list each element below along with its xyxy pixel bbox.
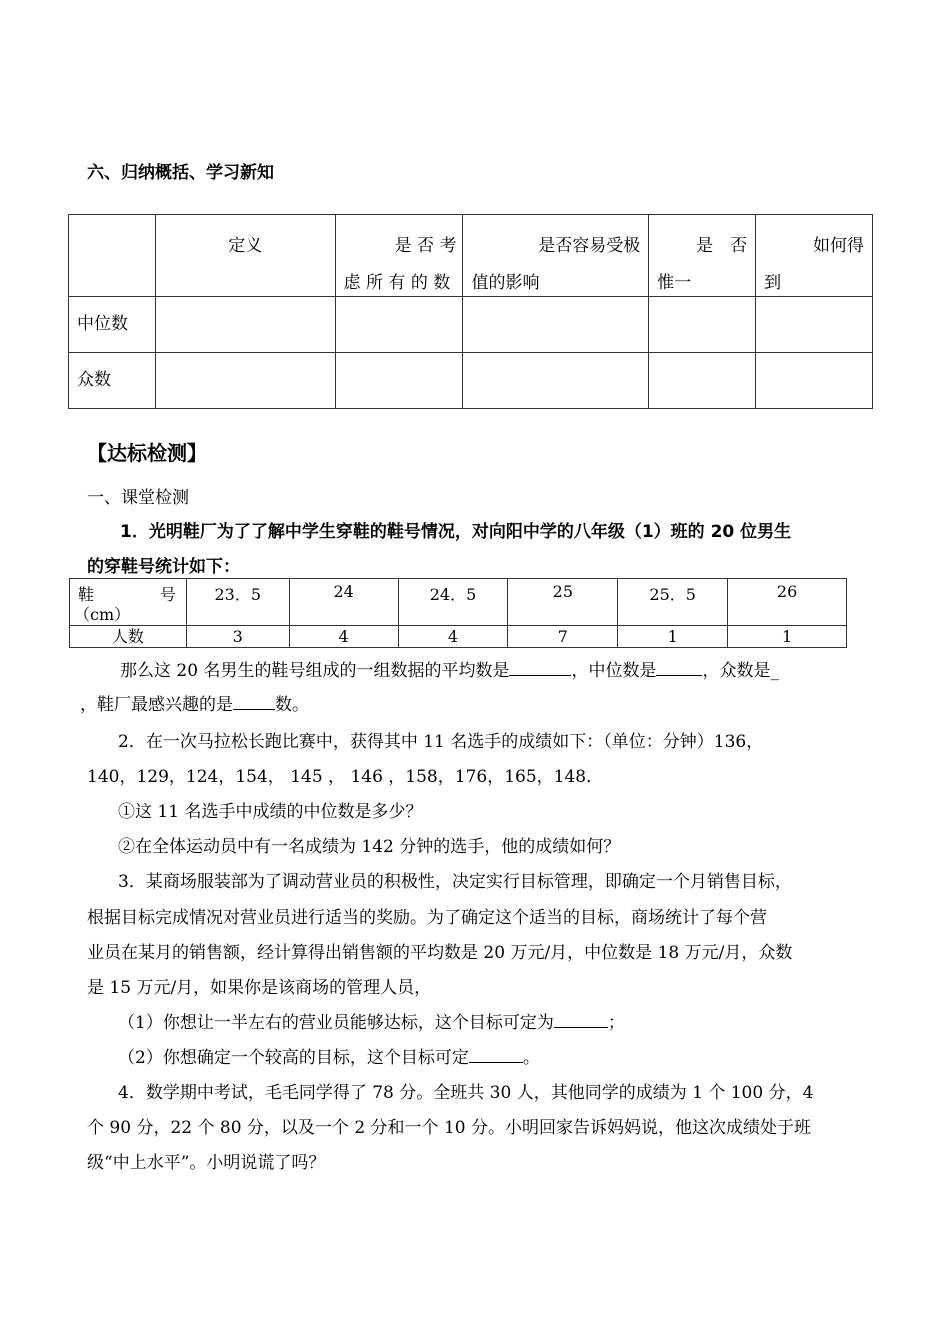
shoe-size-value: 24 — [333, 582, 354, 601]
q4-line1: 4．数学期中考试，毛毛同学得了 78 分。全班共 30 人，其他同学的成绩为 1 个 100 分，4 — [118, 1083, 814, 1103]
table-cell — [155, 297, 335, 353]
shoe-size-value: 25 — [552, 582, 574, 601]
count-row — [70, 626, 847, 648]
q1-fill-line2 — [80, 690, 309, 715]
shoe-size-value: 24．5 — [429, 585, 477, 604]
median-answer-blank[interactable] — [656, 657, 702, 676]
interest-answer-blank[interactable] — [233, 691, 275, 710]
q3-sub2 — [118, 1043, 540, 1068]
shoe-size-label-cell — [70, 579, 187, 626]
q1-fill-text-e: 数。 — [275, 695, 309, 715]
table-cell — [463, 297, 649, 353]
q2-line1: 2．在一次马拉松长跑比赛中，获得其中 11 名选手的成绩如下：（单位：分钟）136， — [118, 732, 764, 752]
header-cell-how — [756, 215, 873, 297]
table-cell — [463, 353, 649, 409]
header-cell-extreme — [463, 215, 649, 297]
q2-sub2: ②在全体运动员中有一名成绩为 142 分钟的选手，他的成绩如何？ — [118, 837, 621, 857]
q3-sub1-text: （1）你想让一半左右的营业员能够达标，这个目标可定为 — [118, 1013, 554, 1033]
target-high-answer-blank[interactable] — [469, 1044, 523, 1063]
q4-line3: 级“中上水平”。小明说谎了吗？ — [87, 1153, 326, 1173]
mean-answer-blank[interactable] — [509, 657, 571, 676]
summary-table — [68, 214, 873, 409]
header-how-line2: 到 — [764, 273, 782, 293]
q1-fill-text-d: ，鞋厂最感兴趣的是 — [80, 695, 233, 715]
row-label-median: 中位数 — [69, 297, 156, 353]
summary-row-median — [69, 297, 873, 353]
shoe-size-row — [70, 579, 847, 626]
shoe-size-table — [69, 578, 847, 648]
header-extreme-line1: 是否容易受极 — [538, 236, 641, 256]
shoe-size-label-a: 鞋 — [78, 585, 95, 604]
target-half-answer-blank[interactable] — [554, 1009, 608, 1028]
section-title-check: 【达标检测】 — [87, 441, 207, 465]
q3-line1: 3．某商场服装部为了调动营业员的积极性，决定实行目标管理，即确定一个月销售目标， — [118, 872, 792, 892]
count-value: 4 — [289, 626, 398, 648]
count-value: 7 — [508, 626, 618, 648]
q3-sub2-text: （2）你想确定一个较高的目标，这个目标可定 — [118, 1048, 469, 1068]
count-label: 人数 — [70, 626, 187, 648]
q3-sub1-end: ； — [607, 1013, 625, 1033]
table-cell — [335, 297, 463, 353]
q3-line2: 根据目标完成情况对营业员进行适当的奖励。为了确定这个适当的目标，商场统计了每个营 — [87, 908, 767, 928]
header-consider-all-line2: 虑 所 有 的 数 — [343, 273, 451, 293]
count-value: 4 — [398, 626, 508, 648]
header-unique-line1: 是 否 — [696, 236, 748, 256]
header-cell-unique — [649, 215, 756, 297]
table-cell — [756, 297, 873, 353]
q1-line2: 的穿鞋号统计如下： — [87, 557, 240, 577]
header-cell-consider-all — [335, 215, 463, 297]
table-cell — [155, 353, 335, 409]
header-cell-empty — [69, 215, 156, 297]
table-cell — [649, 353, 756, 409]
header-cell-definition — [155, 215, 335, 297]
table-cell — [335, 353, 463, 409]
count-value: 3 — [186, 626, 289, 648]
header-how-line1: 如何得 — [813, 236, 864, 256]
row-label-mode: 众数 — [69, 353, 156, 409]
header-unique-line2: 惟一 — [657, 273, 692, 293]
subtitle-class-check: 一、课堂检测 — [87, 488, 189, 508]
summary-table-header-row — [69, 215, 873, 297]
q2-line2: 140，129，124，154， 145 ， 146 ，158，176，165，148． — [87, 767, 604, 787]
header-definition-text: 定义 — [228, 236, 263, 256]
q4-line2: 个 90 分，22 个 80 分，以及一个 2 分和一个 10 分。小明回家告诉妈妈说，他这次成绩处于班 — [87, 1118, 811, 1138]
q3-sub2-end: 。 — [522, 1048, 540, 1068]
q2-sub1: ①这 11 名选手中成绩的中位数是多少？ — [118, 802, 423, 822]
shoe-size-value: 23．5 — [214, 585, 262, 604]
q1-fill-line1 — [120, 656, 779, 681]
section-title-summary: 六、归纳概括、学习新知 — [87, 163, 274, 183]
table-cell — [649, 297, 756, 353]
count-value: 1 — [728, 626, 847, 648]
q3-line4: 是 15 万元/月，如果你是该商场的管理人员， — [87, 978, 432, 998]
header-extreme-line2: 值的影响 — [471, 273, 540, 293]
q1-fill-text-a: 那么这 20 名男生的鞋号组成的一组数据的平均数是 — [120, 661, 510, 681]
shoe-size-value: 25．5 — [649, 585, 696, 604]
shoe-size-value: 26 — [776, 582, 798, 601]
q3-line3: 业员在某月的销售额，经计算得出销售额的平均数是 20 万元/月，中位数是 18 万元/月，众数 — [87, 943, 793, 963]
summary-row-mode — [69, 353, 873, 409]
q3-sub1 — [118, 1008, 625, 1033]
q1-fill-text-c: ，众数是_ — [702, 661, 779, 681]
q1-fill-text-b: ，中位数是 — [571, 661, 657, 681]
q1-line1: 1．光明鞋厂为了了解中学生穿鞋的鞋号情况，对向阳中学的八年级（1）班的 20 位男生 — [120, 522, 792, 542]
header-consider-all-line1: 是 否 考 — [394, 236, 457, 256]
table-cell — [756, 353, 873, 409]
shoe-size-label-unit: （cm） — [74, 605, 131, 624]
count-value: 1 — [618, 626, 728, 648]
shoe-size-label-b: 号 — [159, 585, 176, 604]
